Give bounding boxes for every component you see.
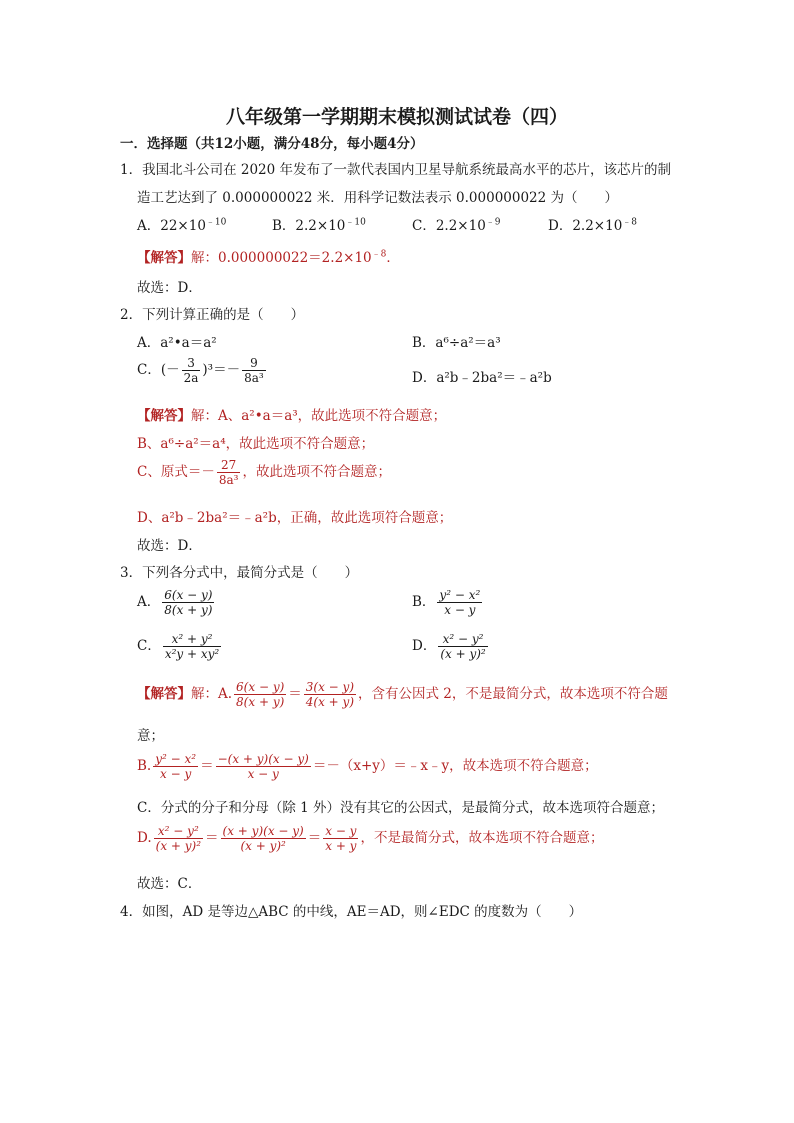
q3-option-c: C． $\frac{\text{x² + y²}}{\text{x²y + xy²}}$ xyxy=(137,632,220,661)
q1-option-d: D．$2.2\times 10^{﹣8}$ xyxy=(548,217,638,234)
q3-answer-c: C．分式的分子和分母（除 1 外）没有其它的公因式，是最简分式，故本选项符合题意； xyxy=(137,800,664,816)
q2-option-d: D．a²b﹣2ba²＝﹣a²b xyxy=(412,370,552,386)
q1-choice: 故选：D． xyxy=(137,280,202,296)
q2-answer-a: 【解答】解：A、a²•a＝a³，故此选项不符合题意； xyxy=(137,408,447,424)
section-heading: 一．选择题（共12小题，满分48分，每小题4分） xyxy=(120,136,424,152)
q1-answer: 【解答】解：$0.000000022=2.2\times 10^{﹣8}$． xyxy=(137,249,400,266)
q1-option-c: C．$2.2\times 10^{﹣9}$ xyxy=(412,217,501,234)
q3-option-d: D． $\frac{\text{x² − y²}}{\text{(x + y)²}}$ xyxy=(412,632,486,661)
q3-choice: 故选：C． xyxy=(137,876,202,892)
q3-answer-d: D. $\frac{\text{x² − y²}}{\text{(x + y)²}}$ ＝ $\frac{(x + y)(x - y)}{\text{(x + y)²}}$ ＝ $\frac{x - y}{x + y}$ ，不是最简分式，故本选项不符合题意； xyxy=(137,824,604,853)
q3-stem: 3．下列各分式中，最简分式是（ ） xyxy=(120,565,359,581)
q1-stem-line2: 造工艺达到了 0.000000022 米．用科学记数法表示 0.000000022 为（ ） xyxy=(137,190,619,206)
q1-stem-line1: 1．我国北斗公司在 2020 年发布了一款代表国内卫星导航系统最高水平的芯片，该芯片的制 xyxy=(120,162,672,178)
q3-answer-a-cont: 意； xyxy=(137,728,164,744)
q1-option-a: A．$22\times 10^{﹣10}$ xyxy=(137,217,227,234)
q3-answer-b: B. $\frac{\text{y² − x²}}{x - y}$ ＝ $\frac{-(x + y)(x - y)}{x - y}$ ＝－（x+y）＝﹣x﹣y，故本选项不符合题意； xyxy=(137,752,598,781)
q2-answer-c: C、原式＝－ $\frac{27}{\text{8a³}}$ ，故此选项不符合题意； xyxy=(137,458,391,487)
q2-option-a: A．a²•a＝a² xyxy=(137,335,217,351)
q3-answer-a: 【解答】解：A. $\frac{6(x - y)}{8(x + y)}$ ＝ $\frac{3(x - y)}{4(x + y)}$ ，含有公因式 2，不是最简分式，故本选项不符合题 xyxy=(137,680,668,709)
page-title: 八年级第一学期期末模拟测试试卷（四） xyxy=(225,106,568,128)
q2-choice: 故选：D． xyxy=(137,538,202,554)
q2-option-b: B．a⁶÷a²＝a³ xyxy=(412,335,501,351)
q3-option-a: A． $\frac{6(x - y)}{8(x + y)}$ xyxy=(137,588,213,617)
q4-stem: 4．如图，AD 是等边△ABC 的中线，AE＝AD，则∠EDC 的度数为（ ） xyxy=(120,904,583,920)
q2-answer-d: D、a²b﹣2ba²＝﹣a²b，正确，故此选项符合题意； xyxy=(137,510,453,526)
q2-option-c: C．(－ $\frac{3}{2a}$ )³＝－ $\frac{9}{\text{8a³}}$ xyxy=(137,356,264,385)
q2-stem: 2．下列计算正确的是（ ） xyxy=(120,307,305,323)
q2-answer-b: B、a⁶÷a²＝a⁴，故此选项不符合题意； xyxy=(137,436,375,452)
q1-option-b: B．$2.2\times 10^{﹣10}$ xyxy=(272,217,366,234)
q3-option-b: B． $\frac{\text{y² − x²}}{x - y}$ xyxy=(412,588,481,617)
